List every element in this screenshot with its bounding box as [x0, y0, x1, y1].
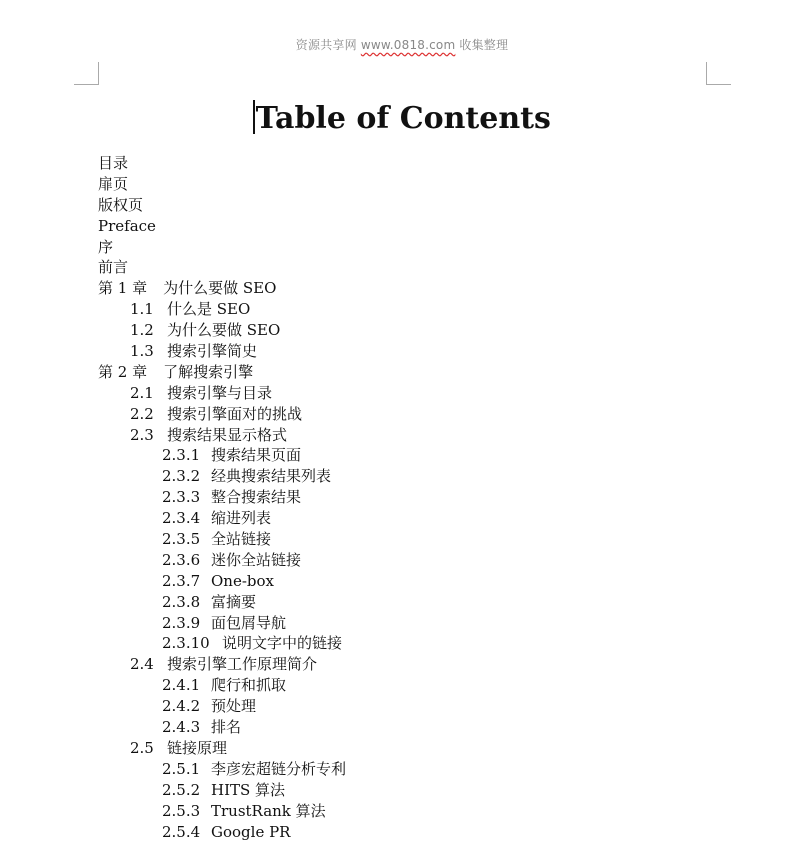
table-of-contents [98, 153, 744, 842]
document-title[interactable] [0, 100, 804, 136]
toc-entry-number: 2.3.6 [162, 550, 201, 569]
toc-entry-number: 2.3.2 [162, 467, 201, 486]
toc-entry-number: 2.5 [130, 738, 154, 757]
toc-entry[interactable] [98, 592, 744, 613]
toc-entry[interactable] [98, 299, 744, 320]
toc-entry-text: 链接原理 [167, 738, 228, 757]
toc-entry-number: 1.1 [130, 300, 154, 319]
toc-entry-text: 搜索结果页面 [211, 446, 302, 465]
toc-entry-number: 2.4.2 [162, 697, 201, 716]
toc-entry[interactable] [98, 278, 744, 299]
toc-entry[interactable] [98, 341, 744, 362]
toc-entry-number: 2.5.2 [162, 780, 201, 799]
toc-entry-text: 排名 [211, 718, 242, 737]
toc-entry[interactable] [98, 801, 744, 822]
toc-entry-number: 第 1 章 [98, 279, 148, 298]
toc-entry[interactable] [98, 613, 744, 634]
toc-entry[interactable] [98, 633, 744, 654]
toc-entry-number: 2.4.1 [162, 676, 201, 695]
toc-entry-number: 1.3 [130, 342, 154, 361]
toc-entry-text: 经典搜索结果列表 [211, 467, 332, 486]
toc-entry[interactable] [98, 822, 744, 843]
toc-entry-number: 2.3 [130, 425, 154, 444]
toc-entry-number: 2.1 [130, 383, 154, 402]
toc-entry-text: 面包屑导航 [211, 613, 287, 632]
toc-entry-number: 2.4.3 [162, 718, 201, 737]
toc-entry[interactable] [98, 362, 744, 383]
toc-entry-number: 2.3.5 [162, 530, 201, 549]
toc-entry[interactable] [98, 257, 744, 278]
margin-corner-right [706, 62, 731, 85]
toc-entry-number: 2.5.4 [162, 822, 201, 841]
toc-entry-text: 前言 [98, 258, 129, 277]
toc-entry[interactable] [98, 654, 744, 675]
toc-entry-number: 2.2 [130, 404, 154, 423]
toc-entry-number: 第 2 章 [98, 362, 148, 381]
toc-entry[interactable] [98, 153, 744, 174]
toc-entry-text: 搜索结果显示格式 [167, 425, 288, 444]
toc-entry[interactable] [98, 425, 744, 446]
toc-entry-number: 2.3.1 [162, 446, 201, 465]
text-cursor [253, 100, 255, 134]
toc-entry[interactable] [98, 696, 744, 717]
toc-entry[interactable] [98, 487, 744, 508]
toc-entry[interactable] [98, 759, 744, 780]
toc-entry[interactable] [98, 508, 744, 529]
toc-entry-number: 2.3.8 [162, 592, 201, 611]
toc-entry-text: TrustRank 算法 [211, 801, 326, 820]
toc-entry[interactable] [98, 237, 744, 258]
toc-entry[interactable] [98, 383, 744, 404]
toc-entry-text: 为什么要做 SEO [167, 321, 281, 340]
toc-entry[interactable] [98, 404, 744, 425]
toc-entry-number: 2.5.1 [162, 759, 201, 778]
toc-entry-text: 什么是 SEO [167, 300, 251, 319]
toc-entry-number: 2.3.9 [162, 613, 201, 632]
toc-entry-text: 扉页 [98, 174, 129, 193]
toc-entry-text: HITS 算法 [211, 780, 286, 799]
toc-entry[interactable] [98, 195, 744, 216]
page-header [0, 36, 804, 53]
toc-entry-number: 2.3.7 [162, 571, 201, 590]
toc-entry-text: 搜索引擎工作原理简介 [167, 655, 318, 674]
toc-entry-text: 预处理 [211, 697, 257, 716]
toc-entry[interactable] [98, 780, 744, 801]
toc-entry-text: 序 [98, 237, 114, 256]
toc-entry-text: 爬行和抓取 [211, 676, 287, 695]
toc-entry[interactable] [98, 445, 744, 466]
toc-entry[interactable] [98, 174, 744, 195]
toc-entry[interactable] [98, 738, 744, 759]
toc-entry-text: 搜索引擎简史 [167, 342, 258, 361]
toc-entry-text: 全站链接 [211, 530, 272, 549]
margin-corner-left [74, 62, 99, 85]
toc-entry-text: 李彦宏超链分析专利 [211, 759, 347, 778]
toc-entry[interactable] [98, 717, 744, 738]
toc-entry[interactable] [98, 675, 744, 696]
toc-entry[interactable] [98, 216, 744, 237]
toc-entry-text: Google PR [211, 822, 291, 841]
header-site: 资源共享网 [295, 38, 357, 52]
toc-entry-text: 为什么要做 SEO [163, 279, 277, 298]
header-url[interactable]: www.0818.com [360, 38, 456, 52]
toc-entry-text: 缩进列表 [211, 509, 272, 528]
toc-entry-text: 目录 [98, 154, 129, 172]
toc-entry-number: 2.3.3 [162, 488, 201, 507]
toc-entry-text: 说明文字中的链接 [222, 634, 343, 653]
title-text: Table of Contents [255, 101, 551, 136]
toc-entry[interactable] [98, 466, 744, 487]
toc-entry-text: 版权页 [98, 195, 144, 214]
toc-entry[interactable] [98, 571, 744, 592]
toc-entry-number: 1.2 [130, 321, 154, 340]
toc-entry-text: One-box [211, 571, 274, 590]
toc-entry[interactable] [98, 550, 744, 571]
toc-entry-number: 2.4 [130, 655, 154, 674]
toc-entry-text: Preface [98, 216, 156, 235]
toc-entry-number: 2.3.4 [162, 509, 201, 528]
toc-entry-text: 迷你全站链接 [211, 550, 302, 569]
header-note: 收集整理 [459, 38, 509, 52]
toc-entry-text: 搜索引擎面对的挑战 [167, 404, 303, 423]
toc-entry-text: 了解搜索引擎 [163, 362, 254, 381]
toc-entry-text: 富摘要 [211, 592, 257, 611]
toc-entry[interactable] [98, 529, 744, 550]
toc-entry-text: 整合搜索结果 [211, 488, 302, 507]
toc-entry-number: 2.5.3 [162, 801, 201, 820]
toc-entry-text: 搜索引擎与目录 [167, 383, 273, 402]
toc-entry-number: 2.3.10 [162, 634, 210, 653]
toc-entry[interactable] [98, 320, 744, 341]
